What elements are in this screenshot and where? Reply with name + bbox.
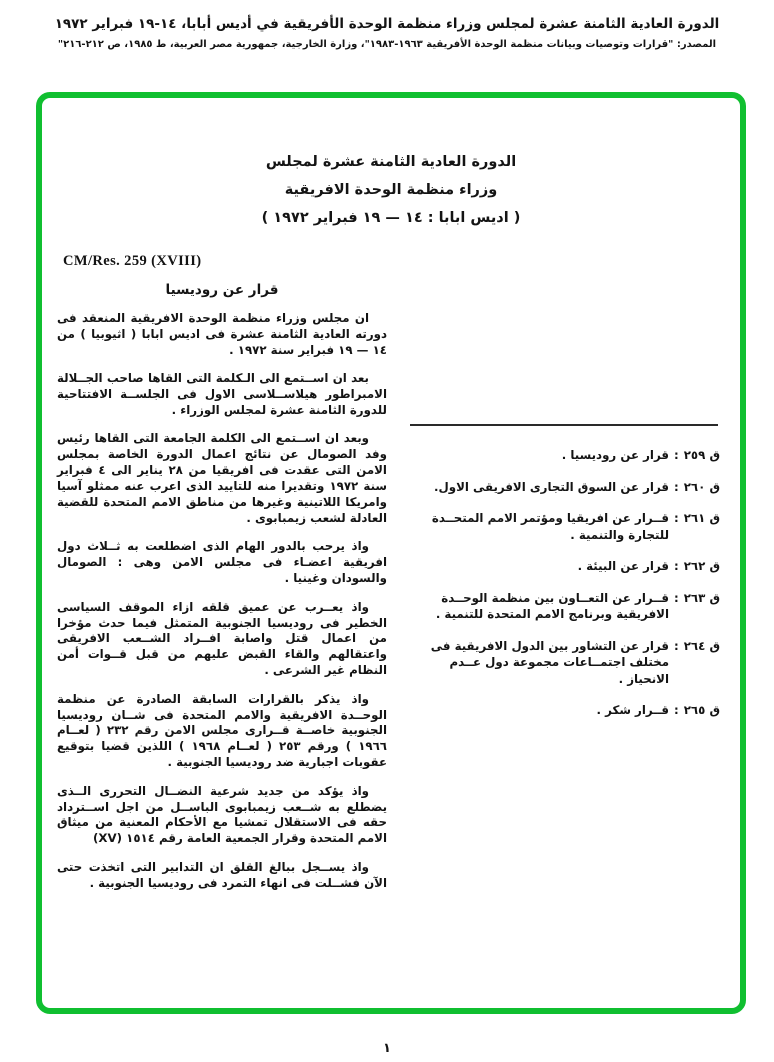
source-header — [0, 16, 774, 50]
separator: : — [674, 479, 679, 494]
list-item — [408, 510, 720, 543]
separator: : — [674, 638, 679, 653]
source-header-title: الدورة العادية الثامنة عشرة لمجلس وزراء منظمة الوحدة الأفريقية في أديس أبابا، ١٤-١٩ فبراير ١٩٧٢ — [54, 16, 720, 32]
separator: : — [674, 559, 679, 573]
session-title-line1: الدورة العادية الثامنة عشرة لمجلس — [265, 154, 517, 170]
resolutions-list-column — [408, 424, 720, 734]
source-header-citation: المصدر: "قرارات وتوصيات وبيانات منظمة الوحدة الأفريقية ١٩٦٣-١٩٨٣"، وزارة الخارجية، جمهورية مصر العربية، ط ١٩٨٥، ص ٢١٢-٢١٦" — [57, 39, 717, 50]
resolution-reference: CM/Res. 259 (XVIII) — [63, 253, 202, 269]
session-title-line2: وزراء منظمة الوحدة الافريقية — [284, 182, 498, 198]
paragraph: واذ يســجل ببالغ القلق ان التدابير التى اتخذت حتى الآن فشــلت فى انهاء التمرد فى روديسيا الجنوبية . — [57, 859, 387, 890]
paragraph: واذ يرحب بالدور الهام الذى اضطلعت به ثــلاث دول افريقية اعضـاء فى مجلس الامن وهى : الصومال والسودان وغينيا . — [57, 539, 387, 586]
list-item — [408, 702, 720, 719]
resolution-title: قــرار عن افريقيا ومؤتمر الامم المتحــدة للتجارة والتنمية . — [431, 511, 670, 542]
paragraph: وبعد ان اســتمع الى الكلمة الجامعة التى القاها رئيس وفد الصومال عن نتائج اعمال الدورة الخاصة بمجلس الامن التى عقدت فى افريقيا من ٢٨ يناير الى ٤ فبراير سنة ١٩٧٢ وتقديرا منه للتاييد الذى اعرب عنه ممثلو آسيا وامريكا اللاتينية وغيرها من مناطق الامم المتحدة للقضية العادلة لشعب زيمبابوى . — [57, 431, 387, 525]
resolution-title: قرار عن روديسيا . — [561, 448, 670, 462]
paragraph: واذ يعــرب عن عميق قلقه ازاء الموقف السياسى الخطير فى روديسيا الجنوبية المتمثل فيما حدث مؤخرا من اعمال قتل واصابة افــراد الشــعب الافريقى واعتقالهم والقاء القبض عليهم من قبل قــوات أمن النظام غير الشرعى . — [57, 599, 387, 678]
page-number: ١ — [383, 1041, 391, 1056]
resolution-title: قرار عن السوق التجارى الافريقى الاول. — [434, 479, 670, 494]
resolution-number: ق ٢٦٣ — [683, 590, 720, 605]
resolution-number: ق ٢٦٠ — [683, 479, 720, 494]
paragraph: واذ يؤكد من جديد شرعية النضــال التحررى الــذى يضطلع به شــعب زيمبابوى الباســل من اجل اســترداد حقه فى الاستقلال تمشيا مع الأحكام المعنية من ميثاق الامم المتحدة وقرار الجمعية العامة رقم ١٥١٤ (XV) — [57, 783, 387, 846]
separator: : — [674, 703, 679, 717]
session-title-line3: ( اديس ابابا : ١٤ — ١٩ فبراير ١٩٧٢ ) — [261, 210, 521, 226]
paragraph: واذ يذكر بالقرارات السابقة الصادرة عن منظمة الوحــدة الافريقية والامم المتحدة فى شــان روديسيا الجنوبية خاصــة قــرارى مجلس الامن رقم ٢٣٢ ( لعــام ١٩٦٦ ) ورقم ٢٥٣ ( لعــام ١٩٦٨ ) اللذين قضيا بتوقيع عقوبات اجبارية ضد روديسيا الجنوبية . — [57, 691, 387, 770]
separator: : — [674, 448, 679, 462]
list-item — [408, 590, 720, 623]
separator: : — [674, 590, 679, 605]
resolution-number: ق ٢٦١ — [683, 511, 720, 525]
green-annotation-frame — [36, 92, 746, 1014]
list-item — [408, 479, 720, 496]
paragraph: ان مجلس وزراء منظمة الوحدة الافريقية المنعقد فى دورته العادية الثامنة عشرة فى اديس ابابا ( اثيوبيا ) من ١٤ — ١٩ فبراير سنة ١٩٧٢ . — [57, 311, 387, 357]
resolution-title: قرار عن البيئة . — [577, 559, 670, 573]
resolution-number: ق ٢٦٢ — [683, 559, 720, 573]
resolution-number: ق ٢٦٤ — [683, 638, 720, 653]
session-title — [42, 148, 740, 232]
list-item — [408, 558, 720, 575]
resolution-title: قرار عن التشاور بين الدول الافريقية فى مختلف اجتمــاعات مجموعة دول عــدم الانحياز . — [430, 638, 670, 686]
paragraph: بعد ان اســتمع الى الـكلمة التى القاها صاحب الجــلالة الامبراطور هيلاســلاسى الاول فى الجلســة الافتتاحية للدورة الثامنة عشرة لمجلس الوزراء . — [57, 371, 387, 418]
list-divider — [410, 424, 718, 426]
separator: : — [674, 511, 679, 525]
resolution-title: قــرار شكر . — [596, 703, 670, 717]
resolution-title: قــرار عن التعــاون بين منظمة الوحــدة الافريقية وبرنامج الامم المتحدة للتنمية . — [435, 590, 670, 621]
list-item — [408, 447, 720, 464]
resolution-body-column — [57, 311, 387, 904]
list-item — [408, 638, 720, 688]
resolution-number: ق ٢٥٩ — [683, 448, 720, 462]
resolution-number: ق ٢٦٥ — [683, 703, 720, 717]
resolution-heading: قرار عن روديسيا — [165, 282, 279, 298]
